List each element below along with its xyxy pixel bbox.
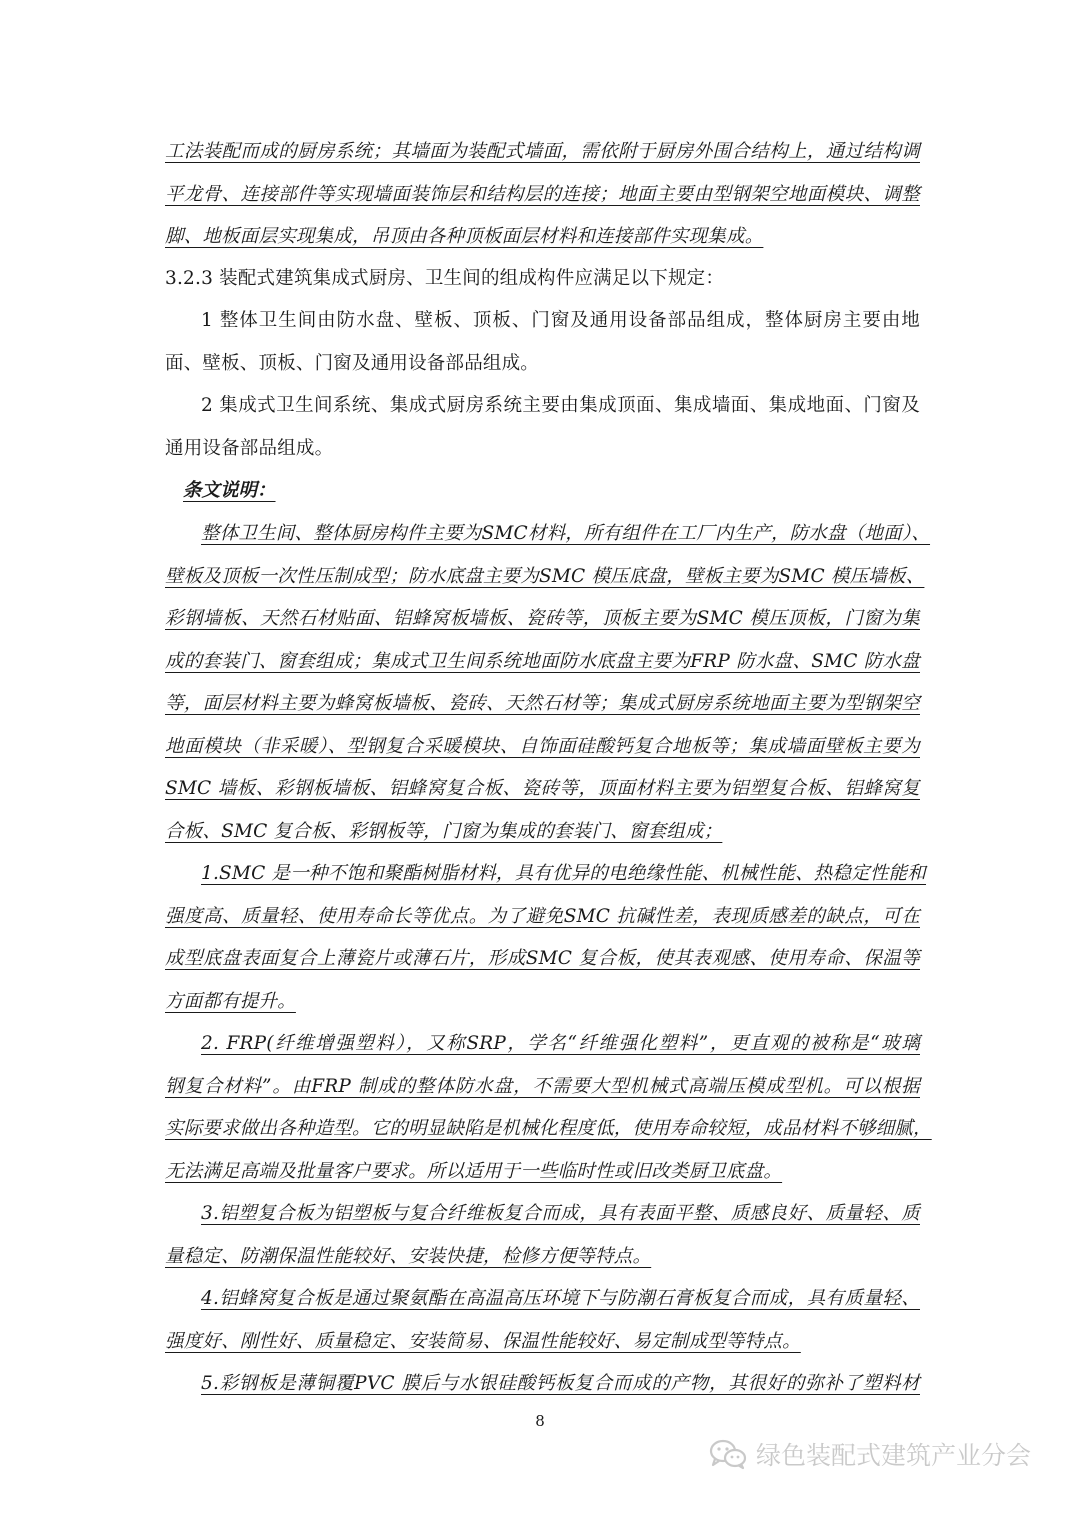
text-line: 4.铝蜂窝复合板是通过聚氨酯在高温高压环境下与防潮石膏板复合而成，具有质量轻、: [201, 1288, 920, 1309]
text-line: 1 整体卫生间由防水盘、壁板、顶板、门窗及通用设备部品组成，整体厨房主要由地: [201, 310, 920, 331]
text-line: 工法装配而成的厨房系统；其墙面为装配式墙面，需依附于厨房外围合结构上，通过结构调: [165, 141, 920, 162]
text-line: 彩钢墙板、天然石材贴面、铝蜂窝板墙板、瓷砖等，顶板主要为SMC 模压顶板，门窗为集: [165, 608, 920, 629]
text-line: 壁板及顶板一次性压制成型；防水底盘主要为SMC 模压底盘，壁板主要为SMC 模压墙板、: [165, 565, 925, 587]
text-line: 无法满足高端及批量客户要求。所以适用于一些临时性或旧改类厨卫底盘。: [165, 1160, 783, 1182]
text-line: 平龙骨、连接部件等实现墙面装饰层和结构层的连接；地面主要由型钢架空地面模块、调整: [165, 183, 920, 205]
text-line: 整体卫生间、整体厨房构件主要为SMC材料，所有组件在工厂内生产，防水盘（地面）、: [201, 523, 931, 544]
note-paragraph-aluminum-honeycomb: [165, 1278, 920, 1363]
text-line: 强度好、刚性好、质量稳定、安装简易、保温性能较好、易定制成型等特点。: [165, 1330, 801, 1352]
intro-paragraph: [165, 131, 920, 259]
watermark: [708, 1436, 1031, 1472]
text-line: 等，面层材料主要为蜂窝板墙板、瓷砖、天然石材等；集成式厨房系统地面主要为型钢架空: [165, 693, 920, 714]
text-line: 2 集成式卫生间系统、集成式厨房系统主要由集成顶面、集成墙面、集成地面、门窗及: [201, 395, 920, 416]
clause-heading: 3.2.3 装配式建筑集成式厨房、卫生间的组成构件应满足以下规定：: [165, 268, 725, 289]
note-paragraph-frp: [165, 1023, 932, 1193]
clause-item-2: [165, 385, 920, 470]
note-paragraph-intro: [165, 513, 931, 853]
note-heading: 条文说明：: [183, 480, 276, 501]
text-line: 强度高、质量轻、使用寿命长等优点。为了避免SMC 抗碱性差，表现质感差的缺点，可在: [165, 905, 920, 927]
text-line: 合板、SMC 复合板、彩钢板等，门窗为集成的套装门、窗套组成；: [165, 820, 723, 842]
note-paragraph-aluminum-plastic: [165, 1193, 920, 1278]
text-line: 量稳定、防潮保温性能较好、安装快捷，检修方便等特点。: [165, 1245, 652, 1267]
text-line: 1.SMC 是一种不饱和聚酯树脂材料，具有优异的电绝缘性能、机械性能、热稳定性能和: [201, 863, 927, 884]
note-paragraph-smc: [165, 853, 927, 1023]
text-line: 实际要求做出各种造型。它的明显缺陷是机械化程度低，使用寿命较短，成品材料不够细腻，: [165, 1118, 932, 1139]
note-paragraph-color-steel: [165, 1363, 920, 1406]
text-line: 成型底盘表面复合上薄瓷片或薄石片，形成SMC 复合板，使其表观感、使用寿命、保温等: [165, 948, 920, 969]
text-line: 钢复合材料”。由FRP 制成的整体防水盘，不需要大型机械式高端压模成型机。可以根据: [165, 1075, 920, 1097]
wechat-icon: [708, 1438, 748, 1470]
text-line: 2. FRP(纤维增强塑料），又称SRP，学名“纤维强化塑料”，更直观的被称是“玻璃: [201, 1033, 920, 1054]
text-line: 面、壁板、顶板、门窗及通用设备部品组成。: [165, 352, 540, 374]
text-line: SMC 墙板、彩钢板墙板、铝蜂窝复合板、瓷砖等，顶面材料主要为铝塑复合板、铝蜂窝复: [165, 778, 920, 799]
watermark-text: 绿色装配式建筑产业分会: [756, 1441, 1032, 1470]
text-line: 成的套装门、窗套组成；集成式卫生间系统地面防水底盘主要为FRP 防水盘、SMC 防水盘: [165, 650, 920, 672]
text-line: 地面模块（非采暖）、型钢复合采暖模块、自饰面硅酸钙复合地板等；集成墙面壁板主要为: [165, 735, 920, 757]
text-line: 3.铝塑复合板为铝塑板与复合纤维板复合而成，具有表面平整、质感良好、质量轻、质: [201, 1203, 920, 1224]
clause-item-1: [165, 300, 920, 385]
text-line: 5.彩钢板是薄铜覆PVC 膜后与水银硅酸钙板复合而成的产物，其很好的弥补了塑料材: [201, 1373, 920, 1394]
text-line: 通用设备部品组成。: [165, 437, 334, 459]
clause-3-2-3: [165, 258, 920, 301]
page-number: 8: [535, 1412, 545, 1430]
text-line: 脚、地板面层实现集成，吊顶由各种顶板面层材料和连接部件实现集成。: [165, 226, 764, 247]
text-line: 方面都有提升。: [165, 990, 296, 1012]
